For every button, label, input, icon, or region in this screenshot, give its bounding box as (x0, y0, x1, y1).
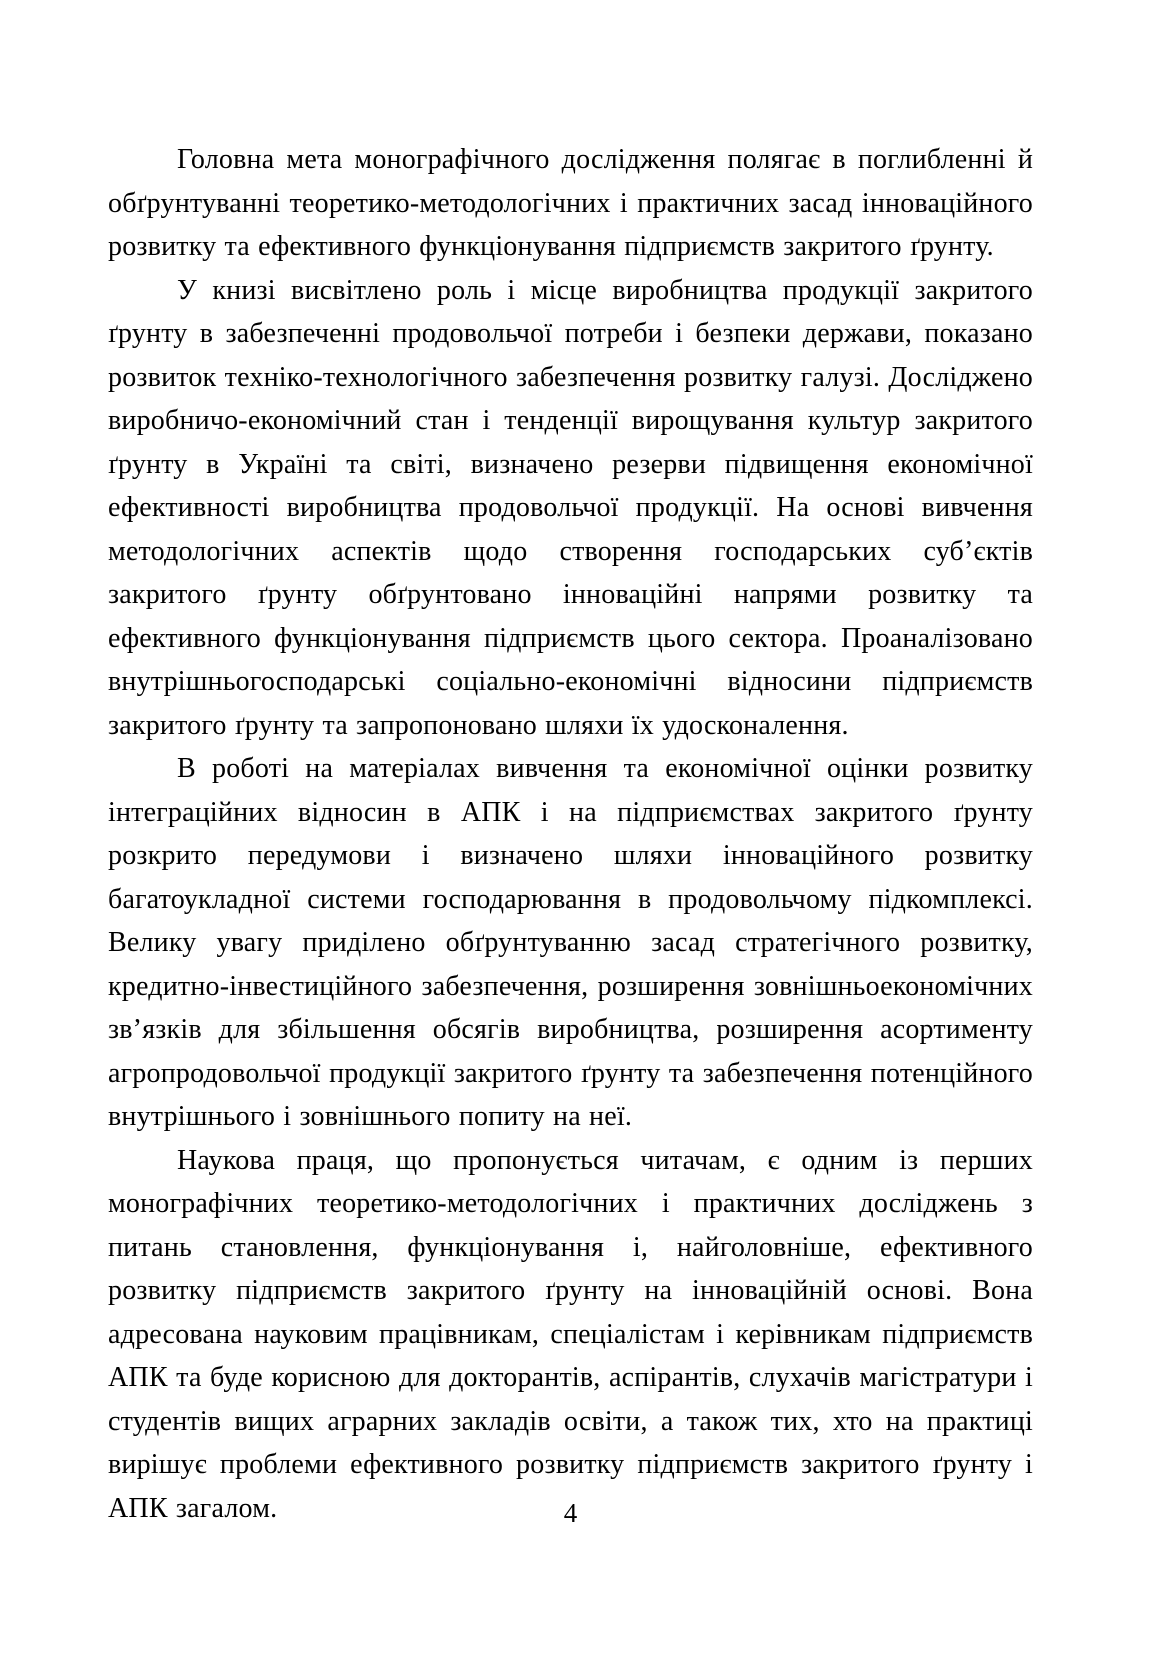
paragraph-audience: Наукова праця, що пропонується читачам, є одним із перших монографічних теоретико-методологічних і практичних досліджень з питань становлення, функціонування і, найголовніше, ефективного розвитку підприємств закритого ґрунту на інноваційній основі. Вона адресована науковим працівникам, спеціалістам і керівникам підприємств АПК та буде корисною для докторантів, аспірантів, слухачів магістратури і студентів вищих аграрних закладів освіти, а також тих, хто на практиці вирішує проблеми ефективного розвитку підприємств закритого ґрунту і АПК загалом. (108, 1144, 1033, 1524)
paragraph-book-overview: У книзі висвітлено роль і місце виробництва продукції закритого ґрунту в забезпеченні продовольчої потреби і безпеки держави, показано розвиток техніко-технологічного забезпечення розвитку галузі. Досліджено виробничо-економічний стан і тенденції вирощування культур закритого ґрунту в Україні та світі, визначено резерви підвищення економічної ефективності виробництва продовольчої продукції. На основі вивчення методологічних аспектів щодо створення господарських суб’єктів закритого ґрунту обґрунтовано інноваційні напрями розвитку та ефективного функціонування підприємств цього сектора. Проаналізовано внутрішньогосподарські соціально-економічні відносини підприємств закритого ґрунту та запропоновано шляхи їх удосконалення. (108, 274, 1033, 741)
paragraph-research-materials: В роботі на матеріалах вивчення та економічної оцінки розвитку інтеграційних відносин в АПК і на підприємствах закритого ґрунту розкрито передумови і визначено шляхи інноваційного розвитку багатоукладної системи господарювання в продовольчому підкомплексі. Велику увагу приділено обґрунтуванню засад стратегічного розвитку, кредитно-інвестиційного забезпечення, розширення зовнішньоекономічних зв’язків для збільшення обсягів виробництва, розширення асортименту агропродовольчої продукції закритого ґрунту та забезпечення потенційного внутрішнього і зовнішнього попиту на неї. (108, 753, 1033, 1132)
paragraph-goal: Головна мета монографічного дослідження полягає в поглибленні й обґрунтуванні теоретико-методологічних і практичних засад інноваційного розвитку та ефективного функціонування підприємств закритого ґрунту. (108, 144, 1033, 262)
body-text (108, 138, 1033, 1530)
page-number: 4 (563, 1498, 578, 1528)
